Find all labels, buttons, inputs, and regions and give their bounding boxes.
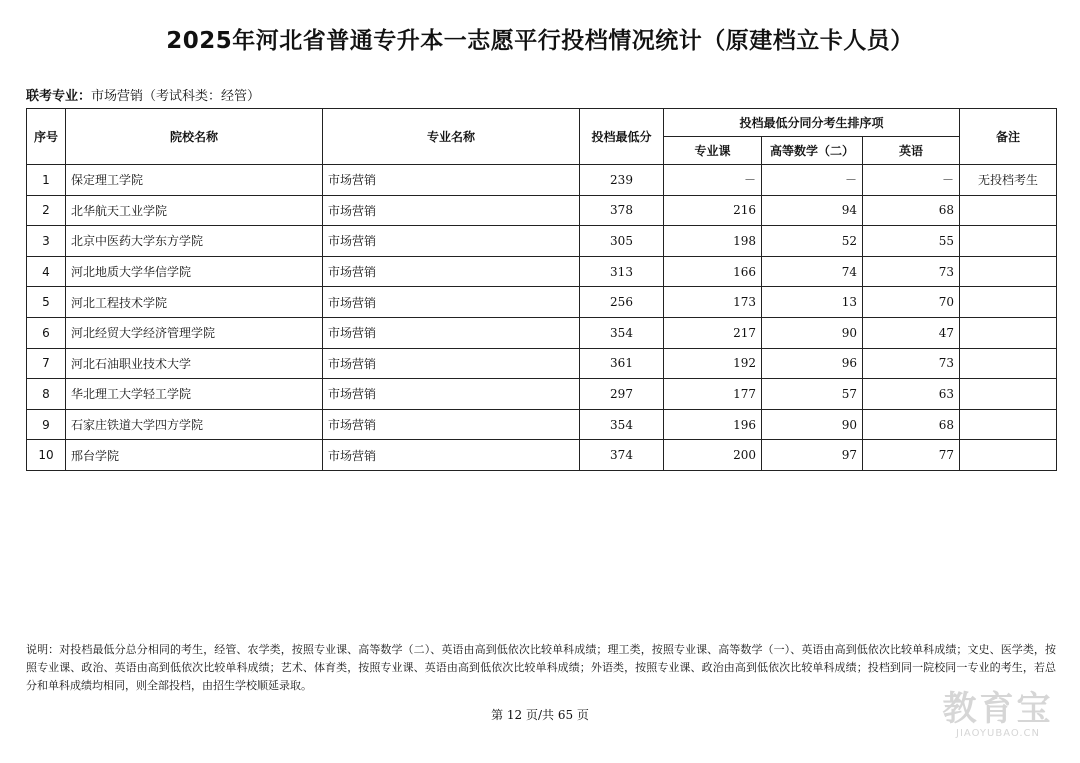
cell-major: 市场营销 [323, 287, 580, 318]
cell-min-score: 354 [580, 409, 664, 440]
cell-english: 73 [863, 348, 960, 379]
table-row [27, 256, 1057, 287]
major-value: 市场营销（考试科类：经管） [91, 89, 261, 104]
cell-school: 北京中医药大学东方学院 [66, 226, 323, 257]
cell-math: 90 [762, 409, 863, 440]
cell-school: 河北地质大学华信学院 [66, 256, 323, 287]
cell-english: － [863, 165, 960, 196]
cell-math: － [762, 165, 863, 196]
table-row [27, 440, 1057, 471]
cell-school: 北华航天工业学院 [66, 195, 323, 226]
cell-min-score: 361 [580, 348, 664, 379]
cell-english: 63 [863, 379, 960, 410]
cell-index: 1 [27, 165, 66, 196]
cell-index: 9 [27, 409, 66, 440]
cell-math: 52 [762, 226, 863, 257]
cell-note [960, 348, 1057, 379]
admission-table [26, 108, 1057, 471]
table-row [27, 165, 1057, 196]
cell-min-score: 374 [580, 440, 664, 471]
cell-major: 市场营销 [323, 440, 580, 471]
cell-major: 市场营销 [323, 317, 580, 348]
cell-major-course: 177 [664, 379, 762, 410]
cell-index: 6 [27, 317, 66, 348]
cell-note [960, 409, 1057, 440]
cell-major-course: 196 [664, 409, 762, 440]
cell-min-score: 354 [580, 317, 664, 348]
cell-english: 77 [863, 440, 960, 471]
major-info [26, 85, 260, 104]
page-title: 2025年河北省普通专升本一志愿平行投档情况统计（原建档立卡人员） [166, 28, 914, 54]
major-label: 联考专业： [26, 89, 92, 104]
cell-major: 市场营销 [323, 348, 580, 379]
cell-english: 68 [863, 195, 960, 226]
watermark-logo [938, 690, 1058, 739]
cell-note [960, 226, 1057, 257]
cell-major: 市场营销 [323, 165, 580, 196]
cell-index: 5 [27, 287, 66, 318]
cell-school: 河北石油职业技术大学 [66, 348, 323, 379]
cell-math: 94 [762, 195, 863, 226]
cell-math: 97 [762, 440, 863, 471]
cell-major-course: 200 [664, 440, 762, 471]
footnote: 说明：对投档最低分总分相同的考生，经管、农学类，按照专业课、高等数学（二）、英语由高到低依次比较单科成绩；理工类，按照专业课、高等数学（一）、英语由高到低依次比较单科成绩；文史、医学类，按照专业课、政治、英语由高到低依次比较单科成绩；艺术、体育类，按照专业课、英语由高到低依次比较单科成绩；外语类，按照专业课、政治由高到低依次比较单科成绩；投档到同一院校同一专业的考生，若总分和单科成绩均相同，则全部投档，由招生学校顺延录取。 [26, 643, 1056, 692]
table-row [27, 348, 1057, 379]
header-math: 高等数学（二） [762, 137, 863, 165]
cell-school: 河北经贸大学经济管理学院 [66, 317, 323, 348]
header-min-score: 投档最低分 [580, 109, 664, 165]
table-row [27, 287, 1057, 318]
cell-note [960, 379, 1057, 410]
cell-major: 市场营销 [323, 195, 580, 226]
cell-min-score: 239 [580, 165, 664, 196]
table-row [27, 195, 1057, 226]
header-index: 序号 [27, 109, 66, 165]
header-school: 院校名称 [66, 109, 323, 165]
cell-note [960, 440, 1057, 471]
cell-school: 华北理工大学轻工学院 [66, 379, 323, 410]
cell-english: 47 [863, 317, 960, 348]
cell-math: 96 [762, 348, 863, 379]
cell-major: 市场营销 [323, 256, 580, 287]
cell-note: 无投档考生 [960, 165, 1057, 196]
cell-english: 70 [863, 287, 960, 318]
cell-note [960, 195, 1057, 226]
page-number: 第 12 页/共 65 页 [491, 708, 589, 722]
cell-major-course: 166 [664, 256, 762, 287]
cell-index: 3 [27, 226, 66, 257]
cell-note [960, 287, 1057, 318]
cell-major-course: 216 [664, 195, 762, 226]
cell-index: 10 [27, 440, 66, 471]
cell-english: 55 [863, 226, 960, 257]
table-body [27, 165, 1057, 471]
cell-english: 73 [863, 256, 960, 287]
cell-school: 石家庄铁道大学四方学院 [66, 409, 323, 440]
cell-min-score: 313 [580, 256, 664, 287]
cell-math: 57 [762, 379, 863, 410]
cell-major-course: 192 [664, 348, 762, 379]
header-note: 备注 [960, 109, 1057, 165]
cell-major-course: 217 [664, 317, 762, 348]
cell-index: 2 [27, 195, 66, 226]
cell-major-course: 173 [664, 287, 762, 318]
watermark-text: 教育宝 [942, 689, 1054, 729]
cell-major-course: 198 [664, 226, 762, 257]
header-major: 专业名称 [323, 109, 580, 165]
cell-min-score: 297 [580, 379, 664, 410]
header-english: 英语 [863, 137, 960, 165]
cell-min-score: 305 [580, 226, 664, 257]
cell-index: 8 [27, 379, 66, 410]
cell-note [960, 256, 1057, 287]
cell-major: 市场营销 [323, 226, 580, 257]
table-row [27, 379, 1057, 410]
cell-school: 邢台学院 [66, 440, 323, 471]
table-row [27, 409, 1057, 440]
table-row [27, 226, 1057, 257]
cell-index: 4 [27, 256, 66, 287]
cell-major-course: － [664, 165, 762, 196]
cell-math: 74 [762, 256, 863, 287]
cell-note [960, 317, 1057, 348]
cell-min-score: 378 [580, 195, 664, 226]
cell-math: 13 [762, 287, 863, 318]
cell-math: 90 [762, 317, 863, 348]
table-row [27, 317, 1057, 348]
header-tie-group: 投档最低分同分考生排序项 [664, 109, 960, 137]
cell-index: 7 [27, 348, 66, 379]
cell-english: 68 [863, 409, 960, 440]
cell-school: 河北工程技术学院 [66, 287, 323, 318]
watermark-url: JIAOYUBAO.CN [956, 728, 1040, 739]
cell-min-score: 256 [580, 287, 664, 318]
header-major-course: 专业课 [664, 137, 762, 165]
cell-major: 市场营销 [323, 379, 580, 410]
cell-major: 市场营销 [323, 409, 580, 440]
cell-school: 保定理工学院 [66, 165, 323, 196]
